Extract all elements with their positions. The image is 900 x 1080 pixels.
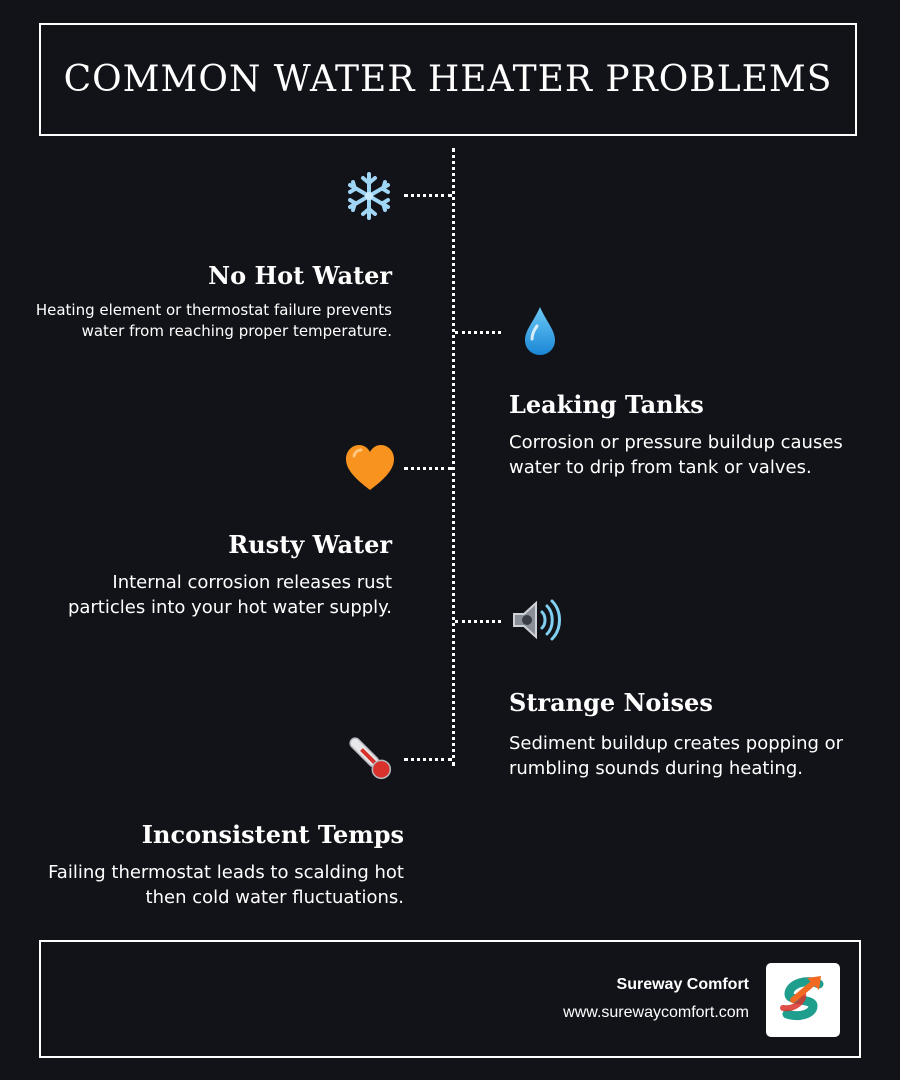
orange-heart-icon — [342, 440, 398, 496]
title-box — [39, 23, 857, 136]
snowflake-icon — [341, 168, 397, 224]
item-desc-no-hot-water: Heating element or thermostat failure prevents water from reaching proper temperature. — [35, 301, 392, 340]
connector-3 — [404, 467, 452, 470]
sureway-logo-icon — [766, 963, 840, 1037]
item-title-rusty-water: Rusty Water — [228, 530, 392, 559]
timeline-line — [452, 148, 455, 766]
item-desc-inconsistent-temps: Failing thermostat leads to scalding hot then cold water fluctuations. — [48, 862, 404, 908]
item-title-inconsistent-temps: Inconsistent Temps — [141, 820, 404, 849]
brand-url[interactable]: www.surewaycomfort.com — [563, 1004, 749, 1021]
item-desc-strange-noises: Sediment buildup creates popping or rumbling sounds during heating. — [509, 733, 844, 779]
connector-2 — [455, 331, 501, 334]
footer-box — [39, 940, 861, 1058]
connector-1 — [404, 194, 452, 197]
speaker-icon — [508, 592, 564, 648]
connector-4 — [455, 620, 501, 623]
item-desc-leaking-tanks: Corrosion or pressure buildup causes water to drip from tank or valves. — [509, 432, 843, 478]
water-drop-icon — [512, 303, 568, 359]
connector-5 — [404, 758, 452, 761]
thermometer-icon — [342, 730, 398, 786]
item-title-leaking-tanks: Leaking Tanks — [509, 390, 704, 419]
item-title-no-hot-water: No Hot Water — [208, 261, 392, 290]
item-desc-rusty-water: Internal corrosion releases rust particles into your hot water supply. — [67, 572, 392, 618]
brand-name: Sureway Comfort — [616, 976, 749, 993]
page-title: COMMON WATER HEATER PROBLEMS — [63, 59, 833, 100]
item-title-strange-noises: Strange Noises — [509, 688, 713, 717]
